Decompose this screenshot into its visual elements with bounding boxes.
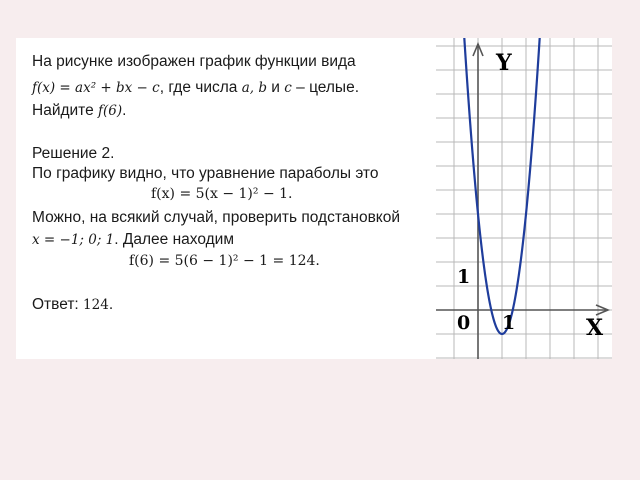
problem-line-2-text: , где числа <box>159 79 242 96</box>
problem-line-1: На рисунке изображен график функции вида <box>32 53 356 70</box>
computation-formula: f(6) = 5(6 − 1)² − 1 = 124. <box>129 253 320 269</box>
problem-line-2 <box>32 78 359 98</box>
y-axis-label: Y <box>496 50 512 76</box>
y-tick-label-1: 1 <box>457 266 471 288</box>
problem-line-2-and: и <box>267 79 285 96</box>
graph-grid <box>436 38 612 359</box>
solution-heading: Решение 2. <box>32 145 115 162</box>
problem-line-3-dot: . <box>122 102 127 119</box>
origin-label: 0 <box>457 312 471 334</box>
x-tick-label-1: 1 <box>502 312 516 334</box>
solution-line-3 <box>32 230 234 250</box>
solution-line-2: Можно, на всякий случай, проверить подстановкой <box>32 209 401 226</box>
coefficient-c: c <box>284 80 292 96</box>
coefficients-ab: a, b <box>241 80 267 96</box>
answer-dot: . <box>108 296 114 313</box>
problem-line-2-tail: – целые. <box>291 79 359 96</box>
answer-label: Ответ: <box>32 296 84 313</box>
solution-line-1: По графику видно, что уравнение параболы это <box>32 165 379 182</box>
problem-line-3-text: Найдите <box>32 102 99 119</box>
solution-line-3-text: . Далее находим <box>114 231 234 248</box>
x-axis-label: X <box>586 315 604 341</box>
answer-line <box>32 295 113 315</box>
parabola-graph <box>436 38 612 359</box>
substitution-values: x = −1; 0; 1 <box>32 232 115 248</box>
content-card <box>16 38 612 359</box>
target-formula: f(6) <box>98 103 123 119</box>
parabola-equation: f(x) = 5(x − 1)² − 1. <box>151 186 293 202</box>
function-form-formula: f(x) = ax² + bx − c <box>32 80 160 96</box>
problem-line-3 <box>32 101 126 121</box>
answer-value: 124 <box>83 297 109 313</box>
